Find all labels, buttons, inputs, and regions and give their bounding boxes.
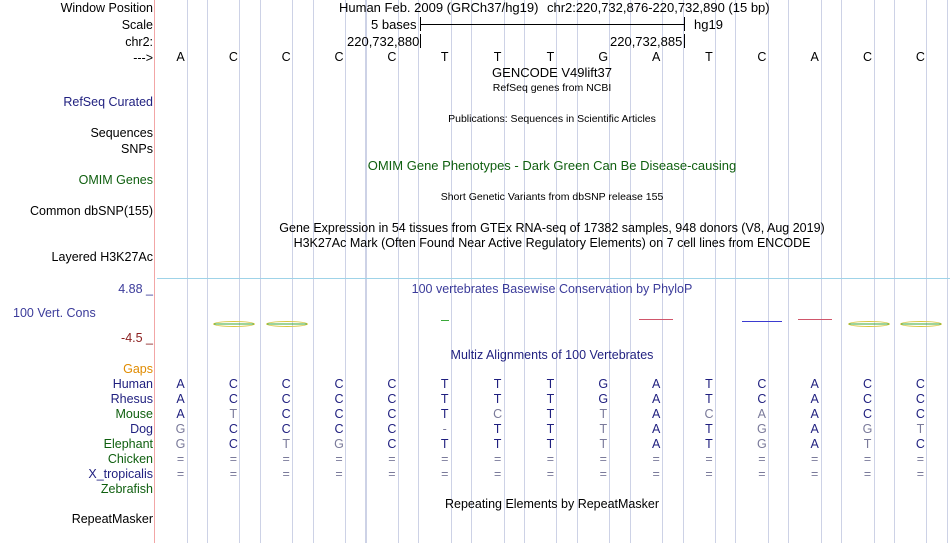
- alignment-base: C: [334, 392, 344, 406]
- alignment-base: C: [757, 377, 767, 391]
- gaps-label[interactable]: Gaps: [123, 362, 153, 376]
- omim-label[interactable]: OMIM Genes: [78, 173, 153, 187]
- repeatmasker-track-title[interactable]: Repeating Elements by RepeatMasker: [444, 497, 659, 511]
- alignment-base: A: [176, 377, 185, 391]
- reference-base: T: [493, 50, 502, 64]
- reference-base: A: [176, 50, 185, 64]
- track-separator: [157, 278, 950, 279]
- alignment-base: T: [493, 392, 502, 406]
- alignment-base: A: [651, 392, 661, 406]
- alignment-base: T: [546, 392, 555, 406]
- scale-right-tick: [684, 17, 685, 31]
- reference-base: T: [705, 50, 713, 64]
- sequences-label[interactable]: Sequences: [90, 126, 153, 140]
- alignment-base: C: [228, 377, 238, 391]
- alignment-base: =: [863, 467, 872, 481]
- alignment-base: =: [229, 452, 237, 466]
- alignment-base: G: [598, 392, 609, 406]
- alignment-base: T: [546, 437, 555, 451]
- alignment-base: C: [281, 407, 291, 421]
- alignment-base: A: [757, 407, 767, 421]
- alignment-base: =: [282, 467, 290, 481]
- alignment-base: =: [811, 467, 819, 481]
- alignment-base: =: [916, 467, 925, 481]
- alignment-base: T: [440, 437, 449, 451]
- alignment-base: A: [810, 392, 819, 406]
- alignment-base: A: [651, 437, 661, 451]
- species-label[interactable]: Elephant: [103, 437, 153, 451]
- alignment-base: A: [810, 437, 819, 451]
- alignment-base: C: [281, 392, 291, 406]
- alignment-base: A: [651, 422, 661, 436]
- alignment-base: T: [282, 437, 290, 451]
- alignment-base: =: [229, 467, 237, 481]
- reference-base: C: [915, 50, 925, 64]
- alignment-base: =: [546, 452, 555, 466]
- alignment-base: C: [387, 407, 397, 421]
- coord-right: 220,732,885: [610, 34, 683, 49]
- dbsnp-track-title[interactable]: Short Genetic Variants from dbSNP release 155: [440, 191, 664, 203]
- alignment-base: C: [281, 377, 291, 391]
- alignment-base: C: [228, 437, 238, 451]
- species-label[interactable]: Dog: [130, 422, 153, 436]
- scale-text: 5 bases: [371, 17, 417, 32]
- alignment-base: T: [599, 437, 608, 451]
- alignment-base: C: [915, 392, 925, 406]
- alignment-base: G: [175, 422, 186, 436]
- gencode-track-title[interactable]: GENCODE V49lift37: [492, 65, 612, 80]
- alignment-base: =: [176, 452, 185, 466]
- publications-track-title[interactable]: Publications: Sequences in Scientific Articles: [448, 113, 656, 125]
- alignment-base: A: [810, 377, 819, 391]
- alignment-base: C: [334, 422, 344, 436]
- alignment-base: A: [176, 407, 185, 421]
- reference-base: T: [440, 50, 449, 64]
- conservation-mark: [900, 321, 942, 327]
- alignment-base: G: [334, 437, 344, 451]
- alignment-base: =: [705, 452, 713, 466]
- alignment-base: C: [387, 392, 397, 406]
- conservation-mark: [742, 321, 782, 322]
- alignment-base: =: [441, 452, 449, 466]
- alignment-base: T: [546, 407, 555, 421]
- omim-track-title[interactable]: OMIM Gene Phenotypes - Dark Green Can Be Disease-causing: [367, 158, 737, 173]
- alignment-base: T: [493, 422, 502, 436]
- alignment-base: G: [598, 377, 609, 391]
- conservation-track-title[interactable]: 100 vertebrates Basewise Conservation by PhyloP: [411, 282, 693, 296]
- reference-base: A: [810, 50, 819, 64]
- alignment-base: =: [493, 467, 502, 481]
- alignment-base: C: [915, 437, 925, 451]
- alignment-base: =: [599, 467, 607, 481]
- scale-bar: [420, 24, 684, 25]
- alignment-base: T: [493, 437, 502, 451]
- h3k27ac-label[interactable]: Layered H3K27Ac: [51, 250, 153, 264]
- alignment-base: C: [915, 377, 925, 391]
- dbsnp-label[interactable]: Common dbSNP(155): [30, 204, 153, 218]
- reference-base: C: [863, 50, 873, 64]
- conservation-mark: [639, 319, 673, 320]
- alignment-base: =: [599, 452, 607, 466]
- alignment-base: =: [441, 467, 449, 481]
- conservation-mark: [213, 321, 255, 327]
- alignment-base: C: [387, 422, 397, 436]
- alignment-base: =: [652, 452, 660, 466]
- alignment-base: C: [281, 422, 291, 436]
- alignment-base: C: [757, 392, 767, 406]
- reference-base: C: [757, 50, 767, 64]
- alignment-base: C: [915, 407, 925, 421]
- alignment-base: G: [756, 422, 767, 436]
- species-label[interactable]: X_tropicalis: [88, 467, 153, 481]
- refseq-label[interactable]: RefSeq Curated: [63, 95, 153, 109]
- alignment-base: =: [493, 452, 502, 466]
- alignment-base: A: [810, 407, 819, 421]
- species-label[interactable]: Mouse: [115, 407, 153, 421]
- scale-label: Scale: [121, 18, 153, 32]
- conservation-mark: [798, 319, 832, 320]
- reference-base: C: [281, 50, 291, 64]
- multiz-track-title[interactable]: Multiz Alignments of 100 Vertebrates: [450, 348, 654, 362]
- cons-max-label: 4.88 _: [118, 282, 153, 296]
- alignment-base: =: [282, 452, 290, 466]
- reference-base: A: [651, 50, 661, 64]
- alignment-base: C: [493, 407, 503, 421]
- reference-base: G: [598, 50, 609, 64]
- alignment-base: G: [175, 437, 186, 451]
- coord-right-tick: [684, 34, 685, 48]
- alignment-base: =: [652, 467, 660, 481]
- h3k27ac-track-title[interactable]: H3K27Ac Mark (Often Found Near Active Regulatory Elements) on 7 cell lines from ENCODE: [293, 236, 811, 250]
- alignment-base: C: [228, 392, 238, 406]
- position-text: chr2:220,732,876-220,732,890 (15 bp): [547, 0, 770, 15]
- species-label[interactable]: Zebrafish: [100, 482, 153, 496]
- alignment-base: C: [387, 377, 397, 391]
- conservation-mark: [441, 320, 449, 321]
- alignment-base: =: [811, 452, 819, 466]
- alignment-base: =: [758, 467, 766, 481]
- gtex-track-title[interactable]: Gene Expression in 54 tissues from GTEx RNA-seq of 17382 samples, 948 donors (V8, Aug 2019): [279, 221, 825, 235]
- alignment-base: A: [651, 377, 661, 391]
- db-text: hg19: [694, 17, 723, 32]
- alignment-base: T: [705, 422, 713, 436]
- alignment-base: T: [705, 392, 713, 406]
- alignment-base: T: [705, 437, 713, 451]
- reference-base: C: [334, 50, 344, 64]
- alignment-base: T: [546, 377, 555, 391]
- alignment-base: =: [388, 467, 396, 481]
- coord-left-tick: [420, 34, 421, 48]
- species-label[interactable]: Rhesus: [110, 392, 153, 406]
- alignment-base: A: [176, 392, 185, 406]
- alignment-base: =: [335, 452, 343, 466]
- cons-label[interactable]: 100 Vert. Cons: [13, 306, 96, 320]
- alignment-base: =: [546, 467, 555, 481]
- conservation-mark: [848, 321, 890, 327]
- alignment-base: C: [704, 407, 714, 421]
- alignment-base: =: [176, 467, 185, 481]
- alignment-base: =: [758, 452, 766, 466]
- alignment-base: T: [863, 437, 872, 451]
- repeatmasker-label[interactable]: RepeatMasker: [71, 512, 153, 526]
- alignment-base: -: [442, 422, 447, 436]
- conservation-mark: [266, 321, 308, 327]
- alignment-base: =: [335, 467, 343, 481]
- alignment-base: C: [863, 377, 873, 391]
- alignment-base: C: [863, 407, 873, 421]
- alignment-base: T: [440, 407, 449, 421]
- coord-left: 220,732,880: [347, 34, 420, 49]
- alignment-base: T: [229, 407, 238, 421]
- refseq-track-subtitle[interactable]: RefSeq genes from NCBI: [492, 82, 612, 94]
- alignment-base: C: [334, 407, 344, 421]
- alignment-base: T: [546, 422, 555, 436]
- alignment-base: C: [228, 422, 238, 436]
- window-position-label: Window Position: [60, 1, 153, 15]
- alignment-base: T: [440, 392, 449, 406]
- alignment-base: T: [599, 407, 608, 421]
- alignment-base: A: [810, 422, 819, 436]
- alignment-base: T: [493, 377, 502, 391]
- alignment-base: G: [756, 437, 767, 451]
- alignment-base: T: [440, 377, 449, 391]
- chrom-label: chr2:: [125, 35, 153, 49]
- reference-base: C: [387, 50, 397, 64]
- reference-base: C: [228, 50, 238, 64]
- alignment-base: G: [862, 422, 873, 436]
- alignment-base: =: [388, 452, 396, 466]
- alignment-base: =: [705, 467, 713, 481]
- reference-base: T: [546, 50, 555, 64]
- alignment-base: A: [651, 407, 661, 421]
- alignment-base: C: [863, 392, 873, 406]
- alignment-base: C: [387, 437, 397, 451]
- alignment-base: C: [334, 377, 344, 391]
- alignment-base: T: [599, 422, 608, 436]
- cons-min-label: -4.5 _: [121, 331, 153, 345]
- species-label[interactable]: Human: [112, 377, 153, 391]
- assembly-text: Human Feb. 2009 (GRCh37/hg19): [339, 0, 539, 15]
- alignment-base: =: [863, 452, 872, 466]
- alignment-base: =: [916, 452, 925, 466]
- species-label[interactable]: Chicken: [107, 452, 153, 466]
- direction-label: --->: [133, 51, 153, 65]
- alignment-base: T: [916, 422, 925, 436]
- snps-label[interactable]: SNPs: [121, 142, 153, 156]
- alignment-base: T: [705, 377, 713, 391]
